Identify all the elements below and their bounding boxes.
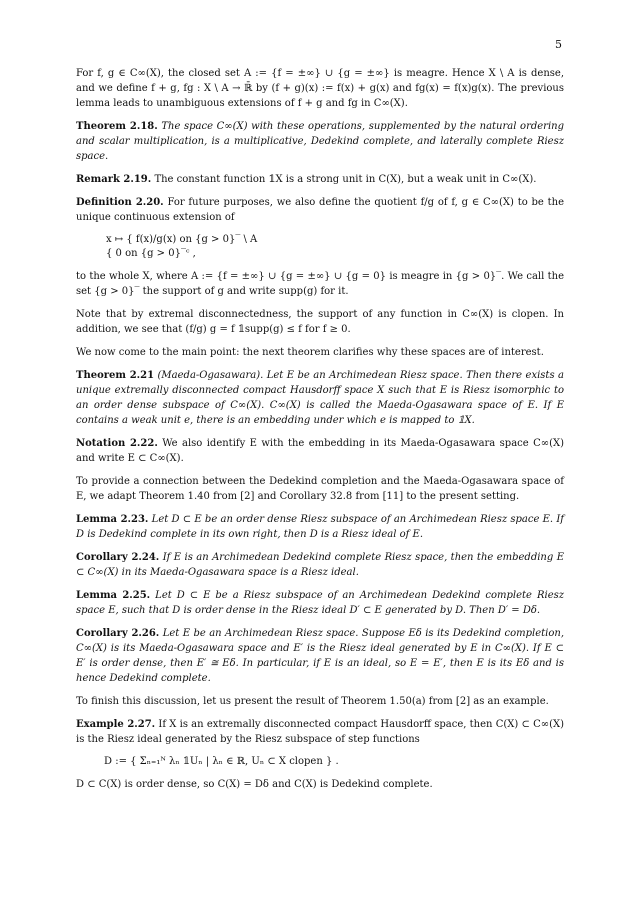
lemma-2-23: Lemma 2.23. Let D ⊂ E be an order dense Riesz subspace of an Archimedean Riesz space E. If D is Dedekind complete in its own right, then D is a Riesz ideal of E.: [76, 514, 564, 540]
notation-2-22: Notation 2.22. We also identify E with the embedding in its Maeda-Ogasawara space C∞(X) and write E ⊂ C∞(X).: [76, 438, 564, 464]
display-equation-step-functions: D := { Σₙ₌₁ᴺ λₙ 𝟙Uₙ | λₙ ∈ ℝ, Uₙ ⊂ X clopen } .: [104, 756, 339, 767]
paragraph: For f, g ∈ C∞(X), the closed set A := {f = ±∞} ∪ {g = ±∞} is meagre. Hence X \ A is dense, and we define f + g, fg : X \ A → ℝ̄ by (f + g)(x) := f(x) + g(x) and fg(x) = f(x)g(x). The previous lemma leads to unambiguous extensions of f + g and fg in C∞(X).: [76, 68, 564, 109]
paragraph: Note that by extremal disconnectedness, the support of any function in C∞(X) is clopen. In addition, we see that (f/g) g = f 𝟙supp(g) ≤ f for f ≥ 0.: [76, 309, 564, 335]
theorem-2-18: Theorem 2.18. The space C∞(X) with these operations, supplemented by the natural ordering and scalar multiplication, is a multiplicative, Dedekind complete, and laterally complete Riesz space.: [76, 121, 564, 162]
corollary-2-26: Corollary 2.26. Let E be an Archimedean Riesz space. Suppose Eδ is its Dedekind completion, C∞(X) is its Maeda-Ogasawara space and E′ is the Riesz ideal generated by E in C∞(X). If E ⊂ E′ is order dense, then E′ ≅ Eδ. In particular, if E is an ideal, so E = E′, then E is its Eδ and is hence Dedekind complete.: [76, 628, 565, 684]
paragraph: to the whole X, where A := {f = ±∞} ∪ {g = ±∞} ∪ {g = 0} is meagre in {g > 0}‾. We call the set {g > 0}‾ the support of g and write supp(g) for it.: [76, 271, 564, 297]
theorem-2-21: Theorem 2.21 (Maeda-Ogasawara). Let E be an Archimedean Riesz space. Then there exists a unique extremally disconnected compact Hausdorff space X such that E is Riesz isomorphic to an order dense subspace of C∞(X). C∞(X) is called the Maeda-Ogasawara space of E. If E contains a weak unit e, there is an embedding under which e is mapped to 𝟙X.: [76, 370, 564, 426]
lemma-2-25: Lemma 2.25. Let D ⊂ E be a Riesz subspace of an Archimedean Dedekind complete Riesz space E, such that D is order dense in the Riesz ideal D′ ⊂ E generated by D. Then D′ = Dδ.: [76, 590, 565, 616]
corollary-2-24: Corollary 2.24. If E is an Archimedean Dedekind complete Riesz space, then the embedding E ⊂ C∞(X) in its Maeda-Ogasawara space is a Riesz ideal.: [76, 552, 564, 578]
display-equation-quotient: x ↦ { f(x)/g(x) on {g > 0}‾ \ A { 0 on {g > 0}‾ᶜ ,: [106, 234, 258, 259]
page-body: [76, 66, 564, 800]
definition-2-20: Definition 2.20. For future purposes, we also define the quotient f/g of f, g ∈ C∞(X) to be the unique continuous extension of: [76, 197, 564, 223]
paragraph: We now come to the main point: the next theorem clarifies why these spaces are of interest.: [76, 347, 544, 358]
page-number: 5: [555, 38, 562, 51]
paragraph-final: D ⊂ C(X) is order dense, so C(X) = Dδ and C(X) is Dedekind complete.: [76, 779, 433, 790]
paragraph: To provide a connection between the Dedekind completion and the Maeda-Ogasawara space of E, we adapt Theorem 1.40 from [2] and Corollary 32.8 from [11] to the present setting.: [76, 476, 564, 502]
example-2-27: Example 2.27. If X is an extremally disconnected compact Hausdorff space, then C(X) ⊂ C∞(X) is the Riesz ideal generated by the Riesz subspace of step functions: [76, 719, 564, 745]
remark-2-19: Remark 2.19. The constant function 𝟙X is a strong unit in C(X), but a weak unit in C∞(X).: [76, 174, 537, 185]
paragraph: To finish this discussion, let us present the result of Theorem 1.50(a) from [2] as an example.: [76, 696, 549, 707]
